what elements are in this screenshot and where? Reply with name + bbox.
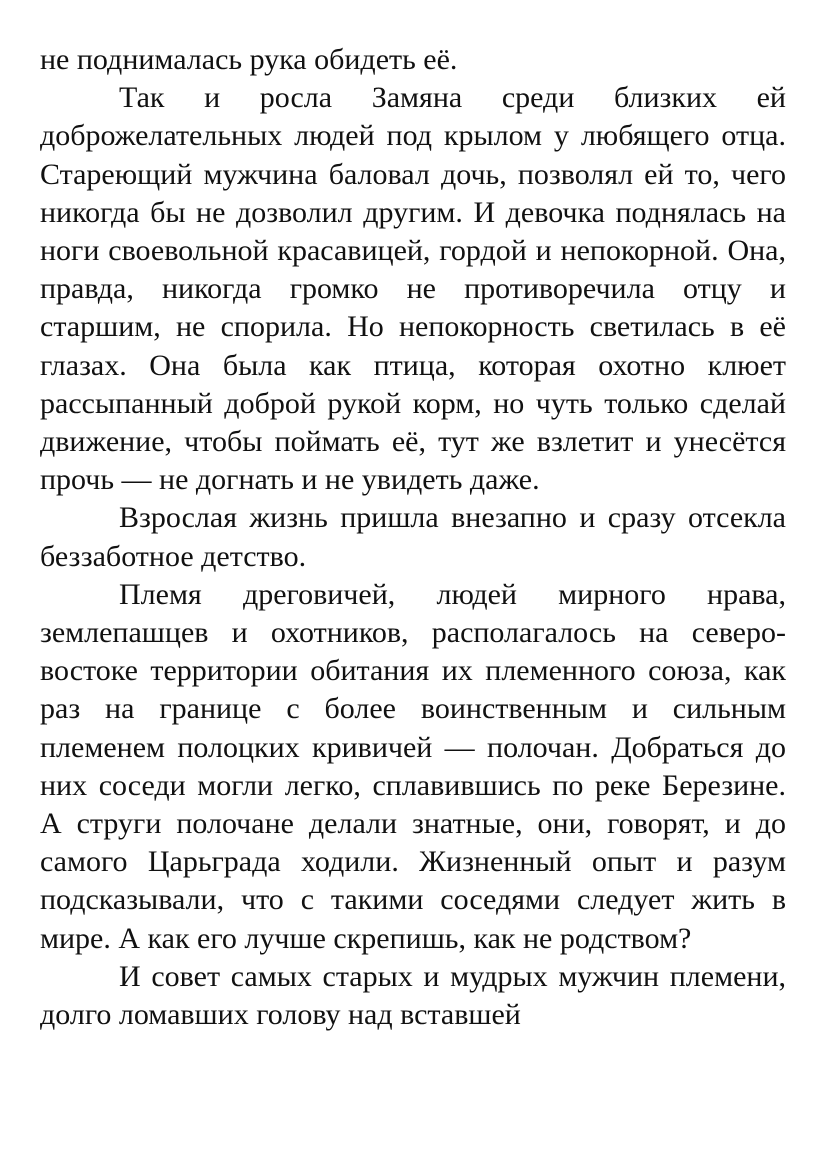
- paragraph-5: И совет самых старых и мудрых мужчин племени, долго ломавших голову над вставшей: [40, 959, 786, 1032]
- paragraph-3: Взрослая жизнь пришла внезапно и сразу отсекла беззаботное детство.: [40, 501, 786, 573]
- paragraph-4: Племя дреговичей, людей мирного нрава, землепашцев и охотников, располагалось на северо-востоке территории обитания их племенного союза, как раз на границе с более воинственным и сильным племенем полоцких кривичей — полочан. Добраться до них соседи могли легко, сплавившись по реке Березине. А струги полочане делали знатные, они, говорят, и до самого Царьграда ходили. Жизненный опыт и разум подсказывали, что с такими соседями следует жить в мире. А как его лучше скрепишь, как не родством?: [40, 577, 786, 955]
- paragraph-1: не поднималась рука обидеть её.: [40, 43, 458, 76]
- paragraph-2: Так и росла Замяна среди близких ей доброжелательных людей под крылом у любящего отца. Стареющий мужчина баловал дочь, позволял ей то, чего никогда бы не дозволил другим. И девочка поднялась на ноги своевольной красавицей, гордой и непокорной. Она, правда, никогда громко не противоречила отцу и старшим, не спорила. Но непокорность светилась в её глазах. Она была как птица, которая охотно клюет рассыпанный доброй рукой корм, но чуть только сделай движение, чтобы поймать её, тут же взлетит и унесётся прочь — не догнать и не увидеть даже.: [40, 81, 786, 497]
- document-page: [40, 41, 786, 1034]
